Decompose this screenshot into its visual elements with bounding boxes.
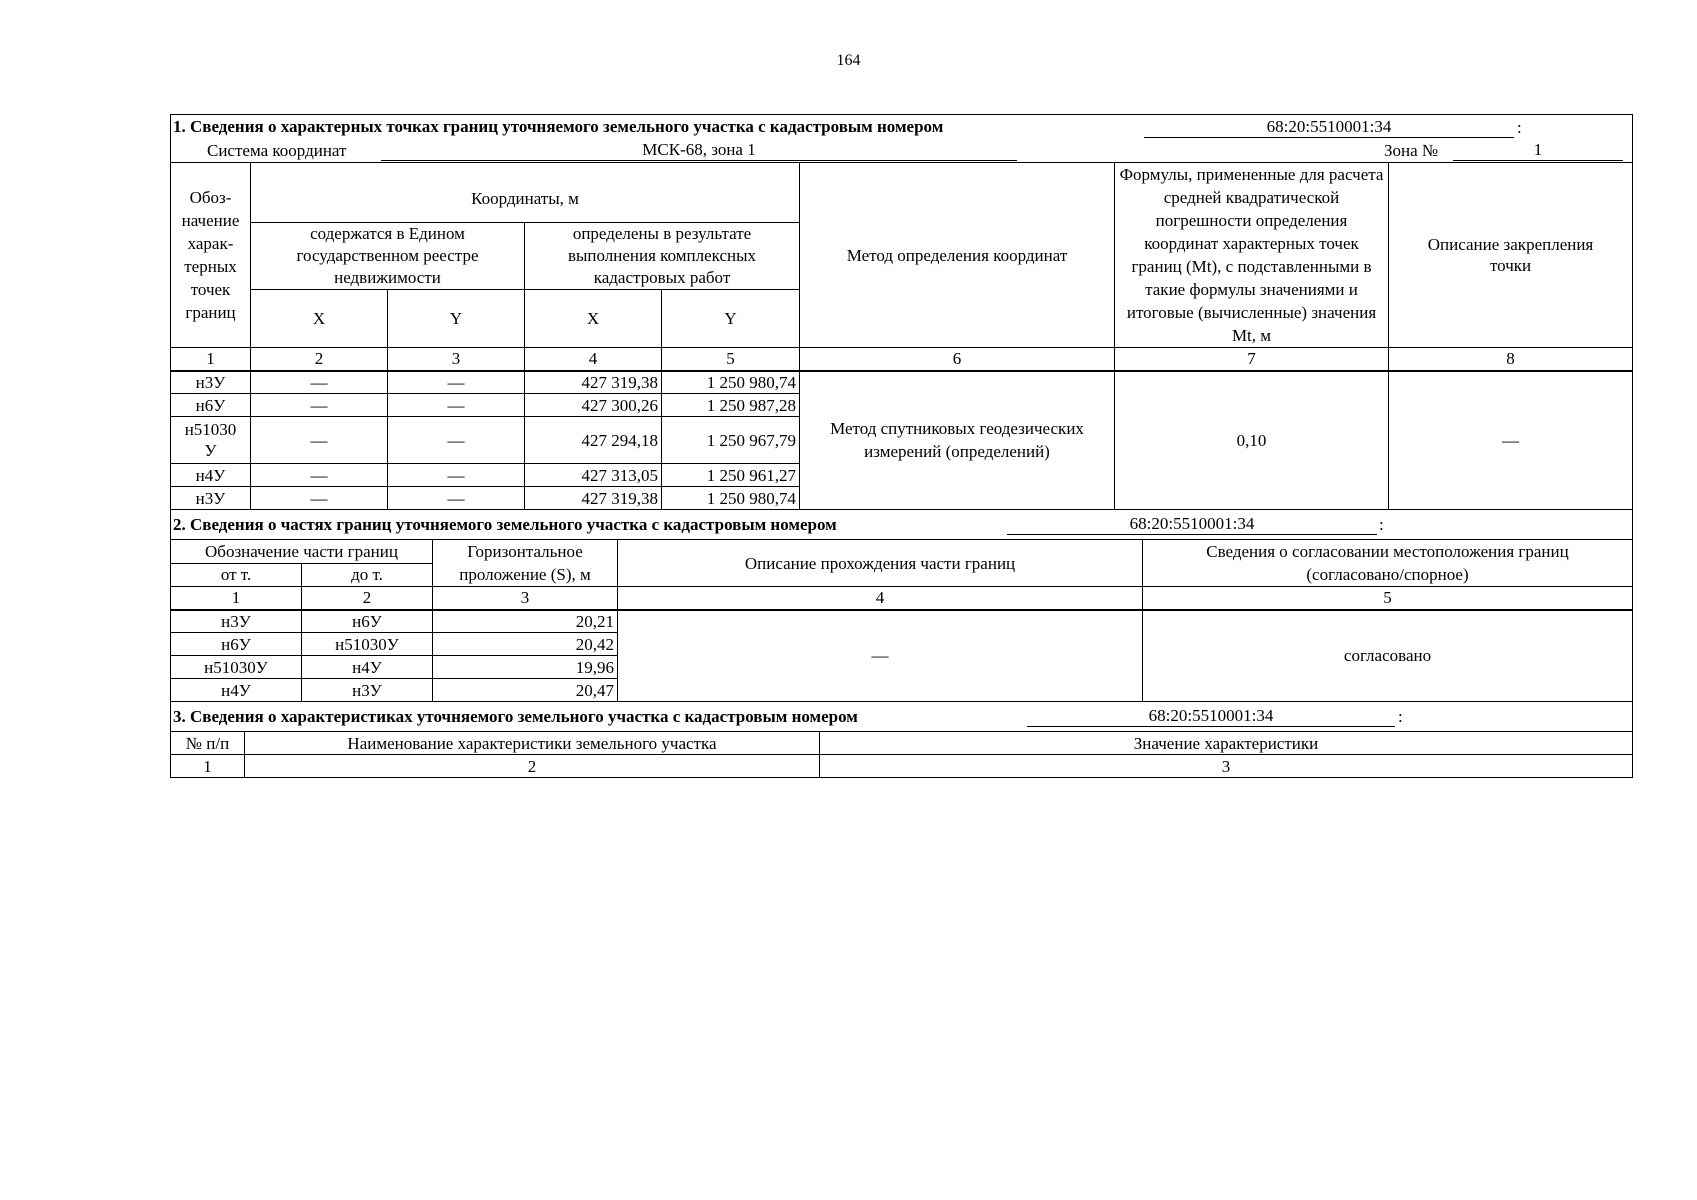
table-row (171, 610, 1633, 633)
y-egrn: — (388, 417, 525, 464)
header-formulas: Формулы, примененные для расчета средней квадратической погрешности определения координат характерных точек границ (Mt), с подставленными в такие формулы значениями и итоговые (вычисленные) значения Mt, м (1115, 163, 1389, 348)
col-number: 3 (433, 587, 618, 610)
from-point: н51030У (171, 656, 302, 679)
col-number: 1 (171, 587, 302, 610)
horizontal-distance: 20,42 (433, 633, 618, 656)
header-num: № п/п (171, 732, 245, 755)
horizontal-distance: 20,47 (433, 679, 618, 702)
section-2-colon: : (1379, 515, 1384, 534)
from-point: н6У (171, 633, 302, 656)
section-1-table (170, 114, 1633, 510)
header-passage: Описание прохождения части границ (618, 540, 1143, 587)
x-kkr: 427 294,18 (525, 417, 662, 464)
header-y1: Y (388, 290, 525, 348)
section-1-title-row (171, 115, 1633, 139)
header-x1: X (251, 290, 388, 348)
col-number: 3 (388, 348, 525, 371)
y-kkr: 1 250 980,74 (662, 487, 800, 510)
section-1-colon: : (1517, 118, 1522, 137)
section-1 (170, 114, 1632, 778)
page-number: 164 (836, 52, 861, 69)
point-name: н3У (171, 371, 251, 394)
point-name: н3У (171, 487, 251, 510)
x-kkr: 427 300,26 (525, 394, 662, 417)
header-designation: Обоз- начение харак- терных точек границ (171, 163, 251, 348)
section-2-title: 2. Сведения о частях границ уточняемого земельного участка с кадастровым номером (173, 515, 837, 534)
x-egrn: — (251, 371, 388, 394)
point-name: н51030 У (171, 417, 251, 464)
x-egrn: — (251, 464, 388, 487)
col-number: 4 (618, 587, 1143, 610)
col-number: 2 (251, 348, 388, 371)
section-3-title: 3. Сведения о характеристиках уточняемого земельного участка с кадастровым номером (173, 707, 858, 726)
zone-label: Зона № (1384, 140, 1439, 160)
zone-value: 1 (1453, 140, 1623, 161)
section-1-title: 1. Сведения о характерных точках границ уточняемого земельного участка с кадастровым номером (173, 117, 944, 137)
col-number: 6 (800, 348, 1115, 371)
col-number: 7 (1115, 348, 1389, 371)
table-row (171, 371, 1633, 394)
header-horizontal: Горизонтальное проложение (S), м (433, 540, 618, 587)
header-from: от т. (171, 563, 302, 587)
section-3-cadastral-number: 68:20:5510001:34 (1027, 706, 1395, 727)
y-kkr: 1 250 987,28 (662, 394, 800, 417)
section-2-cadastral-number: 68:20:5510001:34 (1007, 514, 1377, 535)
header-y2: Y (662, 290, 800, 348)
y-egrn: — (388, 394, 525, 417)
header-coordinates: Координаты, м (251, 163, 800, 223)
header-method: Метод определения координат (800, 163, 1115, 348)
col-number: 2 (302, 587, 433, 610)
col-number: 1 (171, 755, 245, 778)
coord-system-label: Система координат (207, 140, 347, 160)
col-number: 5 (1143, 587, 1633, 610)
header-kkr: определены в результате выполнения комплексных кадастровых работ (525, 222, 800, 290)
section-1-cadastral-number: 68:20:5510001:34 (1144, 117, 1514, 138)
header-description: Описание закрепления точки (1389, 163, 1633, 348)
to-point: н4У (302, 656, 433, 679)
y-egrn: — (388, 487, 525, 510)
col-number: 1 (171, 348, 251, 371)
to-point: н6У (302, 610, 433, 633)
col-number: 4 (525, 348, 662, 371)
to-point: н3У (302, 679, 433, 702)
x-egrn: — (251, 417, 388, 464)
agreement-value: согласовано (1143, 610, 1633, 702)
coord-system-value: МСК-68, зона 1 (381, 140, 1017, 161)
horizontal-distance: 20,21 (433, 610, 618, 633)
passage-value: — (618, 610, 1143, 702)
description-value: — (1389, 371, 1633, 510)
horizontal-distance: 19,96 (433, 656, 618, 679)
section-3-table (170, 701, 1633, 778)
coord-system-row (171, 139, 1633, 163)
header-x2: X (525, 290, 662, 348)
header-agreement: Сведения о согласовании местоположения границ (согласовано/спорное) (1143, 540, 1633, 587)
y-kkr: 1 250 980,74 (662, 371, 800, 394)
x-egrn: — (251, 394, 388, 417)
header-to: до т. (302, 563, 433, 587)
header-egrn: содержатся в Едином государственном реестре недвижимости (251, 222, 525, 290)
x-kkr: 427 319,38 (525, 371, 662, 394)
section-3-title-row (171, 702, 1633, 732)
y-kkr: 1 250 967,79 (662, 417, 800, 464)
x-kkr: 427 313,05 (525, 464, 662, 487)
y-egrn: — (388, 464, 525, 487)
header-name: Наименование характеристики земельного участка (245, 732, 820, 755)
x-egrn: — (251, 487, 388, 510)
col-number: 8 (1389, 348, 1633, 371)
y-kkr: 1 250 961,27 (662, 464, 800, 487)
to-point: н51030У (302, 633, 433, 656)
section-2-table (170, 509, 1633, 702)
method-value: Метод спутниковых геодезических измерений (определений) (800, 371, 1115, 510)
col-number: 5 (662, 348, 800, 371)
col-number: 3 (820, 755, 1633, 778)
from-point: н3У (171, 610, 302, 633)
header-value: Значение характеристики (820, 732, 1633, 755)
y-egrn: — (388, 371, 525, 394)
x-kkr: 427 319,38 (525, 487, 662, 510)
point-name: н6У (171, 394, 251, 417)
from-point: н4У (171, 679, 302, 702)
section-2-title-row (171, 510, 1633, 540)
header-part-designation: Обозначение части границ (171, 540, 433, 564)
mt-value: 0,10 (1115, 371, 1389, 510)
point-name: н4У (171, 464, 251, 487)
section-3-colon: : (1398, 707, 1403, 726)
col-number: 2 (245, 755, 820, 778)
